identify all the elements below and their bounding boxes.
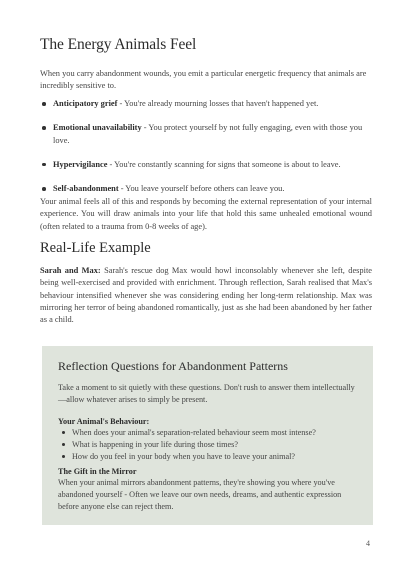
bullet-icon xyxy=(42,187,46,191)
bullet-text: - You protect yourself by not fully engaging, even with those you love. xyxy=(53,123,363,145)
bullet-term: Emotional unavailability xyxy=(53,123,142,133)
question-text: When does your animal's separation-related behaviour seem most intense? xyxy=(72,428,316,437)
reflection-title: Reflection Questions for Abandonment Patterns xyxy=(58,359,288,373)
bullet-icon xyxy=(62,443,65,446)
list-item xyxy=(58,451,358,463)
subheading-gift: The Gift in the Mirror xyxy=(58,467,137,476)
list-item xyxy=(40,98,372,110)
example-paragraph xyxy=(40,265,372,326)
section-title-energy: The Energy Animals Feel xyxy=(40,36,197,53)
bullet-text: - You're constantly scanning for signs that someone is about to leave. xyxy=(107,159,341,169)
bullet-icon xyxy=(42,102,46,106)
reflection-box xyxy=(42,346,373,525)
bullet-text: - You're already mourning losses that haven't happened yet. xyxy=(117,99,319,108)
question-list xyxy=(58,427,358,463)
reflection-intro: Take a moment to sit quietly with these questions. Don't rush to answer them intellectually—allow whatever arises to simply be present. xyxy=(58,383,355,404)
bullet-term: Self-abandonment xyxy=(53,184,119,194)
list-item xyxy=(58,427,358,439)
example-text: Sarah's rescue dog Max would howl inconsolably whenever she left, despite being well-exercised and provided with enrichment. Through reflection, Sarah realised that Max's behaviour intensified whenever she was considering ending her long-term relationship. Max was mirroring her terror of being abandoned romantically, just as she had been abandoned by her father as a child. xyxy=(40,266,372,325)
bullet-term: Hypervigilance xyxy=(53,159,108,169)
gift-paragraph: When your animal mirrors abandonment patterns, they're showing you where you've abandoned yourself - Often we leave our own needs, dreams, and authentic expression before anyone else can reject them. xyxy=(58,478,342,511)
bullet-term: Anticipatory grief xyxy=(53,99,118,108)
list-item xyxy=(40,122,372,147)
section-title-example: Real-Life Example xyxy=(40,240,151,256)
bullet-icon xyxy=(62,455,65,458)
bullet-icon xyxy=(62,431,65,434)
closing-paragraph: Your animal feels all of this and responds by becoming the external representation of your internal experience. You will draw animals into your life that hold this same unhealed emotional wound (often related to a trauma from 0-8 weeks of age). xyxy=(40,197,372,231)
question-text: What is happening in your life during those times? xyxy=(72,440,238,449)
list-item xyxy=(40,159,372,171)
list-item xyxy=(58,439,358,451)
bullet-icon xyxy=(42,163,46,167)
example-lead: Sarah and Max: xyxy=(40,266,101,275)
bullet-icon xyxy=(42,126,46,130)
subheading-behaviour: Your Animal's Behaviour: xyxy=(58,417,150,426)
bullet-text: - You leave yourself before others can leave you. xyxy=(118,184,285,194)
intro-paragraph: When you carry abandonment wounds, you emit a particular energetic frequency that animals are incredibly sensitive to. xyxy=(40,69,367,91)
energy-bullet-list xyxy=(40,98,372,207)
question-text: How do you feel in your body when you have to leave your animal? xyxy=(72,452,296,461)
list-item xyxy=(40,183,372,195)
page-number: 4 xyxy=(366,539,370,548)
